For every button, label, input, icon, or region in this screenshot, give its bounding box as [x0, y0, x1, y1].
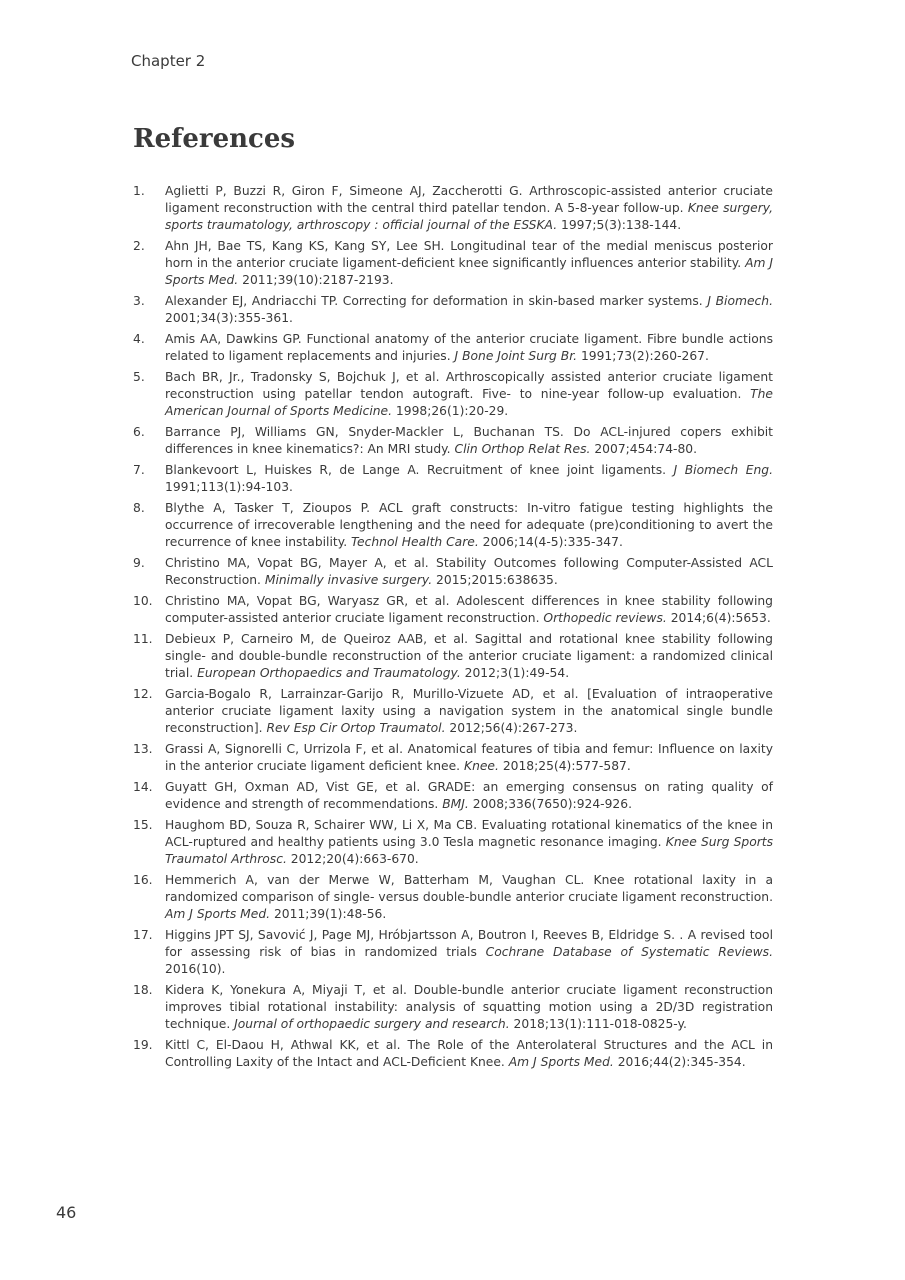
reference-volume: 2012;20(4):663-670. [286, 852, 419, 866]
reference-journal: Technol Health Care. [351, 535, 479, 549]
reference-item [133, 872, 773, 923]
reference-list [133, 183, 773, 1075]
reference-volume: 2016;44(2):345-354. [613, 1055, 746, 1069]
section-title: References [133, 124, 296, 154]
reference-item [133, 369, 773, 420]
reference-citation: Higgins JPT SJ, Savović J, Page MJ, Hróbjartsson A, Boutron I, Reeves B, Eldridge S. . A revised tool for assessing risk of bias in randomized trials [165, 928, 773, 959]
reference-volume: 2011;39(1):48-56. [270, 907, 387, 921]
reference-item [133, 500, 773, 551]
reference-journal: Journal of orthopaedic surgery and research. [234, 1017, 510, 1031]
reference-citation: Christino MA, Vopat BG, Waryasz GR, et al. Adolescent differences in knee stability following computer-assisted anterior cruciate ligament reconstruction. [165, 594, 773, 625]
reference-citation: Debieux P, Carneiro M, de Queiroz AAB, et al. Sagittal and rotational knee stability following single- and double-bundle reconstruction of the anterior cruciate ligament: a randomized clinical trial. [165, 632, 773, 680]
reference-journal: Am J Sports Med. [165, 907, 271, 921]
reference-volume: 1991;73(2):260-267. [577, 349, 709, 363]
reference-number: 16. [133, 873, 153, 887]
reference-citation: Kittl C, El-Daou H, Athwal KK, et al. The Role of the Anterolateral Structures and the ACL in Controlling Laxity of the Intact and ACL-Deficient Knee. [165, 1038, 773, 1069]
reference-item [133, 817, 773, 868]
reference-volume: 2007;454:74-80. [590, 442, 698, 456]
reference-citation: Blythe A, Tasker T, Zioupos P. ACL graft constructs: In-vitro fatigue testing highlights the occurrence of irrecoverable lengthening and the need for adequate (pre)conditioning to avert the recurrence of knee instability. [165, 501, 773, 549]
reference-item [133, 1037, 773, 1071]
reference-citation: Amis AA, Dawkins GP. Functional anatomy of the anterior cruciate ligament. Fibre bundle actions related to ligament replacements and injuries. [165, 332, 773, 363]
reference-journal: Orthopedic reviews. [543, 611, 667, 625]
reference-number: 7. [133, 463, 145, 477]
reference-journal: J Bone Joint Surg Br. [454, 349, 578, 363]
reference-number: 12. [133, 687, 153, 701]
reference-text [165, 331, 773, 365]
reference-item [133, 779, 773, 813]
reference-journal: BMJ. [442, 797, 469, 811]
reference-journal: J Biomech Eng. [673, 463, 773, 477]
reference-number: 10. [133, 594, 153, 608]
reference-journal: Minimally invasive surgery. [264, 573, 433, 587]
reference-item [133, 424, 773, 458]
reference-volume: 2006;14(4-5):335-347. [478, 535, 623, 549]
reference-number: 14. [133, 780, 153, 794]
reference-volume: 2018;13(1):111-018-0825-y. [509, 1017, 687, 1031]
reference-number: 9. [133, 556, 145, 570]
reference-text [165, 686, 773, 737]
reference-journal: Knee. [464, 759, 499, 773]
reference-citation: Ahn JH, Bae TS, Kang KS, Kang SY, Lee SH. Longitudinal tear of the medial meniscus posterior horn in the anterior cruciate ligament-deficient knee significantly influences anterior stability. [165, 239, 773, 270]
reference-citation: Barrance PJ, Williams GN, Snyder-Mackler L, Buchanan TS. Do ACL-injured copers exhibit differences in knee kinematics?: An MRI study. [165, 425, 773, 456]
reference-text [165, 293, 773, 327]
reference-text [165, 927, 773, 978]
reference-citation: Haughom BD, Souza R, Schairer WW, Li X, Ma CB. Evaluating rotational kinematics of the knee in ACL-ruptured and healthy patients using 3.0 Tesla magnetic resonance imaging. [165, 818, 773, 849]
reference-number: 3. [133, 294, 145, 308]
reference-number: 8. [133, 501, 145, 515]
reference-journal: Cochrane Database of Systematic Reviews. [485, 945, 773, 959]
reference-journal: Knee Surg Sports Traumatol Arthrosc. [165, 835, 774, 866]
reference-number: 13. [133, 742, 153, 756]
reference-journal: European Orthopaedics and Traumatology. [197, 666, 461, 680]
reference-item [133, 183, 773, 234]
reference-journal: Clin Orthop Relat Res. [454, 442, 591, 456]
reference-number: 18. [133, 983, 153, 997]
reference-volume: 2016(10). [165, 962, 226, 976]
reference-item [133, 331, 773, 365]
reference-item [133, 631, 773, 682]
reference-number: 17. [133, 928, 153, 942]
reference-text [165, 872, 773, 923]
reference-volume: 2014;6(4):5653. [666, 611, 771, 625]
reference-item [133, 927, 773, 978]
reference-journal: Rev Esp Cir Ortop Traumatol. [266, 721, 446, 735]
reference-text [165, 741, 773, 775]
reference-volume: 2011;39(10):2187-2193. [238, 273, 394, 287]
reference-number: 11. [133, 632, 153, 646]
reference-number: 1. [133, 184, 145, 198]
reference-text [165, 238, 773, 289]
reference-text [165, 1037, 773, 1071]
reference-citation: Bach BR, Jr., Tradonsky S, Bojchuk J, et al. Arthroscopically assisted anterior cruciate ligament reconstruction using patellar tendon autograft. Five- to nine-year follow-up evaluation. [165, 370, 773, 401]
reference-text [165, 424, 773, 458]
reference-item [133, 593, 773, 627]
reference-journal: Am J Sports Med. [508, 1055, 614, 1069]
reference-citation: Grassi A, Signorelli C, Urrizola F, et al. Anatomical features of tibia and femur: Influence on laxity in the anterior cruciate ligament deficient knee. [165, 742, 773, 773]
reference-number: 2. [133, 239, 145, 253]
reference-text [165, 631, 773, 682]
reference-journal: Knee surgery, sports traumatology, arthroscopy : official journal of the ESSKA. [165, 201, 774, 232]
reference-item [133, 686, 773, 737]
reference-volume: 2018;25(4):577-587. [498, 759, 631, 773]
reference-citation: Hemmerich A, van der Merwe W, Batterham M, Vaughan CL. Knee rotational laxity in a randomized comparison of single- versus double-bundle anterior cruciate ligament reconstruction. [165, 873, 773, 904]
page-number: 46 [56, 1203, 77, 1222]
reference-number: 5. [133, 370, 145, 384]
reference-citation: Blankevoort L, Huiskes R, de Lange A. Recruitment of knee joint ligaments. [165, 463, 674, 477]
reference-text [165, 982, 773, 1033]
reference-item [133, 982, 773, 1033]
reference-item [133, 238, 773, 289]
reference-item [133, 555, 773, 589]
reference-volume: 2001;34(3):355-361. [165, 311, 293, 325]
reference-volume: 1997;5(3):138-144. [557, 218, 682, 232]
reference-number: 4. [133, 332, 145, 346]
reference-citation: Christino MA, Vopat BG, Mayer A, et al. Stability Outcomes following Computer-Assisted ACL Reconstruction. [165, 556, 773, 587]
reference-text [165, 593, 773, 627]
reference-text [165, 462, 773, 496]
reference-citation: Guyatt GH, Oxman AD, Vist GE, et al. GRADE: an emerging consensus on rating quality of evidence and strength of recommendations. [165, 780, 773, 811]
reference-number: 15. [133, 818, 153, 832]
reference-journal: Am J Sports Med. [165, 256, 773, 287]
reference-item [133, 462, 773, 496]
reference-text [165, 817, 773, 868]
reference-text [165, 779, 773, 813]
reference-volume: 1991;113(1):94-103. [165, 480, 293, 494]
reference-item [133, 293, 773, 327]
reference-citation: Alexander EJ, Andriacchi TP. Correcting for deformation in skin-based marker systems. [165, 294, 708, 308]
reference-text [165, 500, 773, 551]
reference-volume: 2012;3(1):49-54. [460, 666, 570, 680]
reference-citation: Garcia-Bogalo R, Larrainzar-Garijo R, Murillo-Vizuete AD, et al. [Evaluation of intraoperative anterior cruciate ligament laxity using a navigation system in the anatomical single bundle reconstruction]. [165, 687, 773, 735]
reference-journal: J Biomech. [707, 294, 773, 308]
reference-item [133, 741, 773, 775]
reference-volume: 2008;336(7650):924-926. [468, 797, 632, 811]
reference-text [165, 555, 773, 589]
reference-citation: Kidera K, Yonekura A, Miyaji T, et al. Double-bundle anterior cruciate ligament reconstruction improves tibial rotational instability: analysis of squatting motion using a 2D/3D registration technique. [165, 983, 773, 1031]
reference-citation: Aglietti P, Buzzi R, Giron F, Simeone AJ, Zaccherotti G. Arthroscopic-assisted anterior cruciate ligament reconstruction with the central third patellar tendon. A 5-8-year follow-up. [165, 184, 773, 215]
reference-volume: 2012;56(4):267-273. [445, 721, 578, 735]
reference-text [165, 183, 773, 234]
reference-number: 19. [133, 1038, 153, 1052]
reference-text [165, 369, 773, 420]
reference-volume: 1998;26(1):20-29. [392, 404, 509, 418]
reference-volume: 2015;2015:638635. [432, 573, 558, 587]
reference-number: 6. [133, 425, 145, 439]
chapter-header: Chapter 2 [131, 52, 206, 70]
reference-journal: The American Journal of Sports Medicine. [165, 387, 773, 418]
